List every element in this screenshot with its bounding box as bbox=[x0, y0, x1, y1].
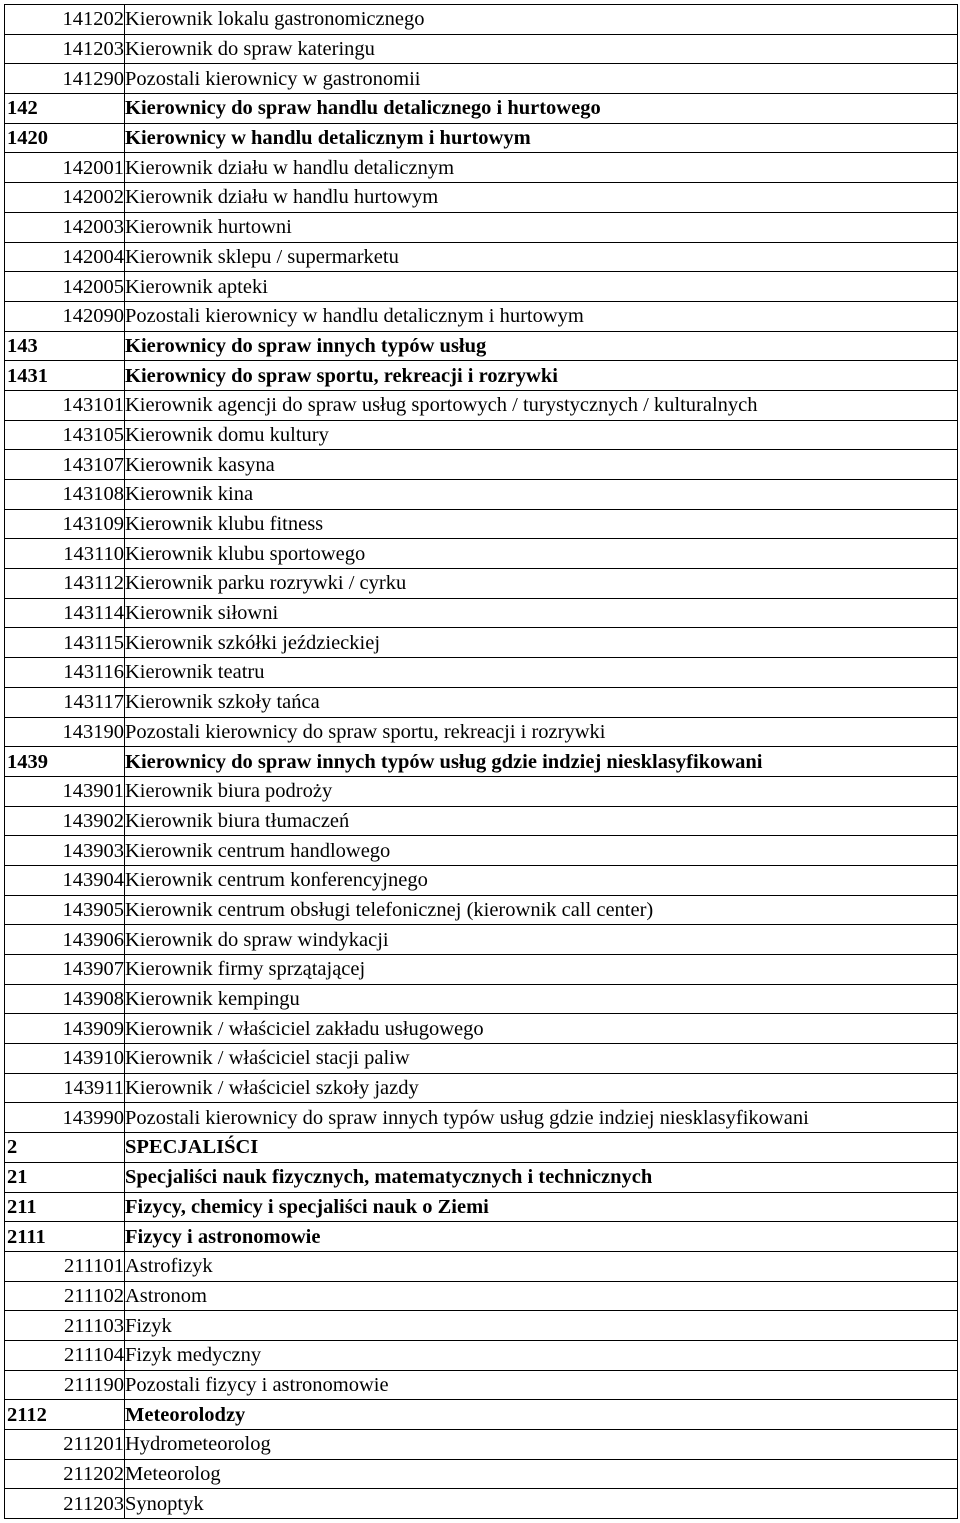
name-cell: Kierownik domu kultury bbox=[125, 420, 958, 450]
table-row bbox=[5, 658, 958, 688]
name-cell: Fizycy, chemicy i specjaliści nauk o Ziemi bbox=[125, 1192, 958, 1222]
name-cell: Kierownik centrum konferencyjnego bbox=[125, 865, 958, 895]
code-cell: 143905 bbox=[5, 895, 125, 925]
group-row bbox=[5, 1133, 958, 1163]
code-cell: 143904 bbox=[5, 865, 125, 895]
code-cell: 143116 bbox=[5, 658, 125, 688]
code-cell: 143112 bbox=[5, 569, 125, 599]
table-row bbox=[5, 212, 958, 242]
table-row bbox=[5, 1370, 958, 1400]
occupation-code-table bbox=[4, 4, 958, 1519]
table-row bbox=[5, 301, 958, 331]
name-cell: Kierownik klubu sportowego bbox=[125, 539, 958, 569]
code-cell: 142005 bbox=[5, 272, 125, 302]
name-cell: Specjaliści nauk fizycznych, matematycznych i technicznych bbox=[125, 1162, 958, 1192]
table-row bbox=[5, 598, 958, 628]
name-cell: Kierownicy w handlu detalicznym i hurtowym bbox=[125, 123, 958, 153]
name-cell: Kierownik kasyna bbox=[125, 450, 958, 480]
group-row bbox=[5, 1400, 958, 1430]
table-row bbox=[5, 539, 958, 569]
code-cell: 143108 bbox=[5, 480, 125, 510]
code-cell: 143903 bbox=[5, 836, 125, 866]
code-cell: 143906 bbox=[5, 925, 125, 955]
group-row bbox=[5, 1162, 958, 1192]
table-row bbox=[5, 836, 958, 866]
name-cell: Kierownik do spraw windykacji bbox=[125, 925, 958, 955]
code-cell: 211101 bbox=[5, 1251, 125, 1281]
name-cell: Fizycy i astronomowie bbox=[125, 1222, 958, 1252]
table-row bbox=[5, 390, 958, 420]
code-cell: 143105 bbox=[5, 420, 125, 450]
table-row bbox=[5, 1430, 958, 1460]
name-cell: Meteorolodzy bbox=[125, 1400, 958, 1430]
table-row bbox=[5, 272, 958, 302]
name-cell: Kierownicy do spraw innych typów usług bbox=[125, 331, 958, 361]
code-cell: 141203 bbox=[5, 34, 125, 64]
group-row bbox=[5, 361, 958, 391]
name-cell: Pozostali kierownicy do spraw innych typów usług gdzie indziej niesklasyfikowani bbox=[125, 1103, 958, 1133]
code-cell: 142003 bbox=[5, 212, 125, 242]
name-cell: Fizyk bbox=[125, 1311, 958, 1341]
table-row bbox=[5, 1340, 958, 1370]
code-cell: 21 bbox=[5, 1162, 125, 1192]
code-cell: 141290 bbox=[5, 64, 125, 94]
name-cell: Kierownik klubu fitness bbox=[125, 509, 958, 539]
code-cell: 143910 bbox=[5, 1044, 125, 1074]
code-cell: 211201 bbox=[5, 1430, 125, 1460]
group-row bbox=[5, 331, 958, 361]
name-cell: Synoptyk bbox=[125, 1489, 958, 1519]
group-row bbox=[5, 94, 958, 124]
name-cell: Kierownik / właściciel szkoły jazdy bbox=[125, 1073, 958, 1103]
name-cell: Kierownik teatru bbox=[125, 658, 958, 688]
name-cell: Kierownik biura podroży bbox=[125, 776, 958, 806]
code-cell: 211 bbox=[5, 1192, 125, 1222]
table-row bbox=[5, 628, 958, 658]
code-cell: 143908 bbox=[5, 984, 125, 1014]
table-row bbox=[5, 776, 958, 806]
code-cell: 143115 bbox=[5, 628, 125, 658]
name-cell: Kierownik siłowni bbox=[125, 598, 958, 628]
table-row bbox=[5, 5, 958, 35]
name-cell: Kierownik centrum handlowego bbox=[125, 836, 958, 866]
table-row bbox=[5, 1311, 958, 1341]
code-cell: 143907 bbox=[5, 955, 125, 985]
table-row bbox=[5, 34, 958, 64]
name-cell: Kierownik kempingu bbox=[125, 984, 958, 1014]
table-row bbox=[5, 450, 958, 480]
table-row bbox=[5, 1044, 958, 1074]
code-cell: 143110 bbox=[5, 539, 125, 569]
code-cell: 1420 bbox=[5, 123, 125, 153]
code-cell: 142004 bbox=[5, 242, 125, 272]
table-row bbox=[5, 509, 958, 539]
table-row bbox=[5, 1459, 958, 1489]
code-cell: 143117 bbox=[5, 687, 125, 717]
name-cell: SPECJALIŚCI bbox=[125, 1133, 958, 1163]
group-row bbox=[5, 123, 958, 153]
code-cell: 141202 bbox=[5, 5, 125, 35]
name-cell: Kierownicy do spraw handlu detalicznego i hurtowego bbox=[125, 94, 958, 124]
code-cell: 143109 bbox=[5, 509, 125, 539]
name-cell: Kierownik biura tłumaczeń bbox=[125, 806, 958, 836]
name-cell: Pozostali fizycy i astronomowie bbox=[125, 1370, 958, 1400]
code-cell: 211202 bbox=[5, 1459, 125, 1489]
name-cell: Kierownik szkoły tańca bbox=[125, 687, 958, 717]
table-row bbox=[5, 865, 958, 895]
name-cell: Meteorolog bbox=[125, 1459, 958, 1489]
table-row bbox=[5, 1251, 958, 1281]
table-row bbox=[5, 569, 958, 599]
table-row bbox=[5, 1014, 958, 1044]
code-cell: 143 bbox=[5, 331, 125, 361]
name-cell: Pozostali kierownicy w handlu detalicznym i hurtowym bbox=[125, 301, 958, 331]
code-cell: 143901 bbox=[5, 776, 125, 806]
name-cell: Kierownik lokalu gastronomicznego bbox=[125, 5, 958, 35]
name-cell: Hydrometeorolog bbox=[125, 1430, 958, 1460]
table-row bbox=[5, 183, 958, 213]
name-cell: Kierownicy do spraw sportu, rekreacji i rozrywki bbox=[125, 361, 958, 391]
name-cell: Kierownik działu w handlu detalicznym bbox=[125, 153, 958, 183]
code-cell: 143107 bbox=[5, 450, 125, 480]
name-cell: Kierownik apteki bbox=[125, 272, 958, 302]
table-row bbox=[5, 687, 958, 717]
name-cell: Kierownik / właściciel zakładu usługowego bbox=[125, 1014, 958, 1044]
name-cell: Astronom bbox=[125, 1281, 958, 1311]
code-cell: 142002 bbox=[5, 183, 125, 213]
table-row bbox=[5, 242, 958, 272]
code-cell: 211102 bbox=[5, 1281, 125, 1311]
code-cell: 2112 bbox=[5, 1400, 125, 1430]
name-cell: Fizyk medyczny bbox=[125, 1340, 958, 1370]
group-row bbox=[5, 747, 958, 777]
code-cell: 143114 bbox=[5, 598, 125, 628]
table-row bbox=[5, 925, 958, 955]
code-cell: 143101 bbox=[5, 390, 125, 420]
code-cell: 142090 bbox=[5, 301, 125, 331]
code-cell: 143909 bbox=[5, 1014, 125, 1044]
name-cell: Kierownik agencji do spraw usług sportowych / turystycznych / kulturalnych bbox=[125, 390, 958, 420]
name-cell: Pozostali kierownicy do spraw sportu, rekreacji i rozrywki bbox=[125, 717, 958, 747]
code-cell: 142001 bbox=[5, 153, 125, 183]
table-row bbox=[5, 64, 958, 94]
code-cell: 211203 bbox=[5, 1489, 125, 1519]
code-cell: 2111 bbox=[5, 1222, 125, 1252]
code-cell: 211103 bbox=[5, 1311, 125, 1341]
table-row bbox=[5, 1073, 958, 1103]
name-cell: Kierownik hurtowni bbox=[125, 212, 958, 242]
name-cell: Astrofizyk bbox=[125, 1251, 958, 1281]
name-cell: Kierownik centrum obsługi telefonicznej (kierownik call center) bbox=[125, 895, 958, 925]
name-cell: Kierownik / właściciel stacji paliw bbox=[125, 1044, 958, 1074]
code-cell: 1431 bbox=[5, 361, 125, 391]
group-row bbox=[5, 1222, 958, 1252]
table-row bbox=[5, 153, 958, 183]
table-row bbox=[5, 717, 958, 747]
code-cell: 211104 bbox=[5, 1340, 125, 1370]
code-cell: 143190 bbox=[5, 717, 125, 747]
name-cell: Kierownik szkółki jeździeckiej bbox=[125, 628, 958, 658]
name-cell: Kierownik do spraw kateringu bbox=[125, 34, 958, 64]
name-cell: Kierownik działu w handlu hurtowym bbox=[125, 183, 958, 213]
code-cell: 2 bbox=[5, 1133, 125, 1163]
table-row bbox=[5, 1489, 958, 1519]
table-row bbox=[5, 895, 958, 925]
code-cell: 1439 bbox=[5, 747, 125, 777]
name-cell: Kierownik firmy sprzątającej bbox=[125, 955, 958, 985]
code-cell: 142 bbox=[5, 94, 125, 124]
code-cell: 143911 bbox=[5, 1073, 125, 1103]
name-cell: Kierownicy do spraw innych typów usług gdzie indziej niesklasyfikowani bbox=[125, 747, 958, 777]
table-row bbox=[5, 984, 958, 1014]
table-row bbox=[5, 1103, 958, 1133]
code-cell: 211190 bbox=[5, 1370, 125, 1400]
table-row bbox=[5, 955, 958, 985]
table-row bbox=[5, 806, 958, 836]
name-cell: Kierownik kina bbox=[125, 480, 958, 510]
group-row bbox=[5, 1192, 958, 1222]
table-row bbox=[5, 420, 958, 450]
table-row bbox=[5, 1281, 958, 1311]
table-body bbox=[5, 5, 958, 1519]
code-cell: 143902 bbox=[5, 806, 125, 836]
table-row bbox=[5, 480, 958, 510]
name-cell: Pozostali kierownicy w gastronomii bbox=[125, 64, 958, 94]
code-cell: 143990 bbox=[5, 1103, 125, 1133]
name-cell: Kierownik parku rozrywki / cyrku bbox=[125, 569, 958, 599]
name-cell: Kierownik sklepu / supermarketu bbox=[125, 242, 958, 272]
